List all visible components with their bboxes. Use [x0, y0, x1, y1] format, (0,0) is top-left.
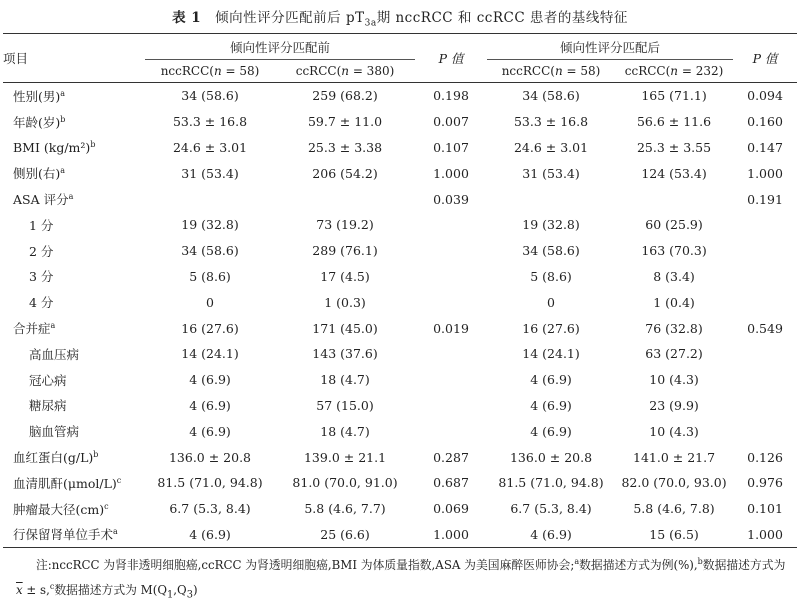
cell-cc-before: 17 (4.5): [320, 268, 370, 284]
header-ncc-before: nccRCC(n = 58): [160, 64, 260, 78]
cell-ncc-after: 4 (6.9): [530, 397, 572, 413]
cell-ncc-before: 4 (6.9): [189, 526, 231, 542]
cell-cc-after: 23 (9.9): [649, 397, 699, 413]
table-row: [3, 315, 797, 341]
row-label: 行保留肾单位手术$^a$: [13, 527, 118, 543]
cell-p-after: 1.000: [747, 526, 783, 542]
cell-cc-after: 8 (3.4): [653, 268, 695, 284]
cell-ncc-after: 136.0 ± 20.8: [509, 449, 593, 465]
cell-cc-after: 124 (53.4): [641, 165, 707, 181]
cell-cc-before: 18 (4.7): [320, 423, 370, 439]
cell-ncc-after: 14 (24.1): [522, 346, 580, 362]
header-p-value-after: P 值: [752, 51, 778, 66]
caption-text-before: 倾向性评分匹配前后 pT: [215, 10, 365, 26]
header-cc-before: ccRCC(n = 380): [295, 64, 395, 78]
table-row: [3, 264, 797, 290]
cell-p-after: 0.101: [747, 501, 783, 517]
row-label: BMI $(kg/m^2)^b$: [13, 139, 96, 156]
cell-p-before: 0.107: [433, 139, 469, 155]
row-label: 血清肌酐$(\mu mol/L)^c$: [13, 475, 122, 491]
cell-p-before: [415, 418, 487, 444]
row-label: 合并症$^a$: [13, 320, 56, 337]
cell-cc-after: [615, 186, 733, 212]
cell-p-after: 0.549: [747, 320, 783, 336]
row-label: 侧别(右)$^a$: [13, 166, 66, 182]
cell-cc-after: 82.0 (70.0, 93.0): [621, 475, 727, 491]
cell-ncc-after: [487, 186, 615, 212]
cell-ncc-after: 4 (6.9): [530, 423, 572, 439]
cell-cc-after: 25.3 ± 3.55: [636, 139, 712, 155]
cell-p-after: 0.126: [747, 449, 783, 465]
cell-ncc-after: 0: [547, 294, 555, 310]
cell-cc-after: 141.0 ± 21.7: [633, 449, 716, 465]
header-p-value-before: P 值: [438, 51, 464, 66]
cell-p-after: [733, 393, 797, 419]
cell-p-after: [733, 212, 797, 238]
cell-cc-before: 5.8 (4.6, 7.7): [304, 501, 386, 517]
cell-cc-before: 73 (19.2): [316, 217, 374, 233]
cell-p-before: 0.198: [433, 88, 469, 104]
cell-cc-before: 206 (54.2): [312, 165, 378, 181]
cell-ncc-after: 53.3 ± 16.8: [513, 114, 589, 130]
header-cc-after: ccRCC(n = 232): [624, 64, 724, 78]
cell-ncc-after: 81.5 (71.0, 94.8): [498, 475, 604, 491]
row-label: 脑血管病: [29, 424, 80, 440]
cell-p-after: 1.000: [747, 165, 783, 181]
table-row: [3, 160, 797, 186]
cell-cc-before: 81.0 (70.0, 91.0): [292, 475, 398, 491]
cell-ncc-before: 4 (6.9): [189, 423, 231, 439]
cell-ncc-after: 24.6 ± 3.01: [513, 139, 589, 155]
cell-cc-after: 165 (71.1): [641, 88, 707, 104]
cell-ncc-before: 6.7 (5.3, 8.4): [169, 501, 251, 517]
cell-ncc-before: 34 (58.6): [181, 243, 239, 259]
row-label: 性别(男)$^a$: [13, 88, 66, 104]
table-row: [3, 83, 797, 109]
cell-p-before: [415, 289, 487, 315]
cell-cc-before: 289 (76.1): [312, 243, 378, 259]
cell-ncc-after: 5 (8.6): [530, 268, 572, 284]
cell-cc-after: 5.8 (4.6, 7.8): [633, 501, 715, 517]
cell-ncc-before: 4 (6.9): [189, 397, 231, 413]
cell-ncc-after: 34 (58.6): [522, 88, 580, 104]
cell-ncc-before: 31 (53.4): [181, 165, 239, 181]
table-row: [3, 238, 797, 264]
cell-ncc-before: 81.5 (71.0, 94.8): [157, 475, 263, 491]
cell-cc-before: 143 (37.6): [312, 346, 378, 362]
cell-ncc-before: 53.3 ± 16.8: [172, 114, 248, 130]
cell-cc-before: 18 (4.7): [320, 372, 370, 388]
cell-cc-before: 259 (68.2): [312, 88, 378, 104]
cell-cc-before: 57 (15.0): [316, 397, 374, 413]
table-row: [3, 418, 797, 444]
cell-ncc-before: 24.6 ± 3.01: [172, 139, 248, 155]
row-label: 1 分: [29, 217, 54, 233]
header-group-after: 倾向性评分匹配后: [487, 34, 733, 60]
table-row: [3, 289, 797, 315]
cell-p-after: 0.147: [747, 139, 783, 155]
cell-ncc-after: 4 (6.9): [530, 526, 572, 542]
cell-p-before: 1.000: [433, 165, 469, 181]
cell-cc-after: 56.6 ± 11.6: [636, 114, 712, 130]
cell-ncc-before: 5 (8.6): [189, 268, 231, 284]
row-label: 2 分: [29, 243, 54, 259]
cell-ncc-after: 6.7 (5.3, 8.4): [510, 501, 592, 517]
cell-p-before: 0.039: [433, 191, 469, 207]
cell-ncc-before: 16 (27.6): [181, 320, 239, 336]
table-row: [3, 522, 797, 548]
caption-text-after: 期 nccRCC 和 ccRCC 患者的基线特征: [376, 10, 628, 26]
table-caption: [0, 6, 800, 29]
header-item: 项目: [3, 51, 29, 66]
cell-ncc-before: 19 (32.8): [181, 217, 239, 233]
cell-ncc-after: 34 (58.6): [522, 243, 580, 259]
cell-ncc-before: 4 (6.9): [189, 372, 231, 388]
cell-p-after: [733, 264, 797, 290]
cell-cc-before: 25 (6.6): [320, 526, 370, 542]
row-label: ASA 评分$^a$: [13, 191, 74, 208]
row-label: 年龄(岁)$^b$: [13, 114, 66, 130]
cell-p-after: [733, 238, 797, 264]
table-row: [3, 496, 797, 522]
cell-p-after: 0.976: [747, 475, 783, 491]
cell-cc-before: 171 (45.0): [312, 320, 378, 336]
cell-p-before: [415, 341, 487, 367]
cell-cc-after: 10 (4.3): [649, 423, 699, 439]
row-label: 血红蛋白$(g/L)^b$: [13, 449, 99, 466]
cell-cc-after: 10 (4.3): [649, 372, 699, 388]
row-label: 4 分: [29, 295, 54, 311]
cell-p-before: 0.007: [433, 114, 469, 130]
table-row: [3, 470, 797, 496]
row-label: 高血压病: [29, 346, 80, 362]
cell-p-after: [733, 367, 797, 393]
cell-cc-after: 15 (6.5): [649, 526, 699, 542]
cell-ncc-before: 34 (58.6): [181, 88, 239, 104]
row-label: 3 分: [29, 269, 54, 285]
cell-p-after: [733, 341, 797, 367]
table-body: [3, 83, 797, 548]
cell-p-before: 0.687: [433, 475, 469, 491]
cell-cc-before: 1 (0.3): [324, 294, 366, 310]
table-row: [3, 367, 797, 393]
table-row: [3, 135, 797, 161]
cell-cc-before: 59.7 ± 11.0: [307, 114, 383, 130]
table-number: 表 1: [172, 10, 202, 26]
cell-p-before: [415, 238, 487, 264]
cell-ncc-after: 19 (32.8): [522, 217, 580, 233]
cell-cc-before: [275, 186, 415, 212]
table-row: [3, 212, 797, 238]
header-ncc-after: nccRCC(n = 58): [501, 64, 601, 78]
cell-cc-after: 76 (32.8): [645, 320, 703, 336]
row-label: 肿瘤最大径(cm)$^c$: [13, 501, 109, 517]
cell-p-after: 0.191: [747, 191, 783, 207]
cell-p-before: [415, 264, 487, 290]
cell-p-after: [733, 418, 797, 444]
cell-ncc-after: 31 (53.4): [522, 165, 580, 181]
cell-p-before: 0.287: [433, 449, 469, 465]
cell-ncc-before: [145, 186, 275, 212]
cell-p-before: [415, 212, 487, 238]
cell-cc-before: 25.3 ± 3.38: [307, 139, 383, 155]
cell-cc-after: 1 (0.4): [653, 294, 695, 310]
cell-p-before: [415, 393, 487, 419]
cell-p-after: 0.094: [747, 88, 783, 104]
table-row: [3, 444, 797, 470]
cell-cc-before: 139.0 ± 21.1: [303, 449, 387, 465]
cell-cc-after: 63 (27.2): [645, 346, 703, 362]
table-row: [3, 341, 797, 367]
cell-ncc-before: 136.0 ± 20.8: [168, 449, 252, 465]
row-label: 糖尿病: [29, 398, 67, 414]
table-footnote: 注:nccRCC 为肾非透明细胞癌,ccRCC 为肾透明细胞癌,BMI 为体质量指数,ASA 为美国麻醉医师协会;$^a$数据描述方式为例(%),$^b$数据描述方式为 $\overline{x} \pm s,^c$数据描述方式为 $M(Q_1,Q_3)$: [16, 557, 786, 601]
cell-cc-after: 60 (25.9): [645, 217, 703, 233]
cell-ncc-after: 16 (27.6): [522, 320, 580, 336]
cell-p-before: [415, 367, 487, 393]
cell-p-after: [733, 289, 797, 315]
table-row: [3, 186, 797, 212]
cell-p-before: 1.000: [433, 526, 469, 542]
header-group-before: 倾向性评分匹配前: [145, 34, 415, 60]
caption-subscript: 3a: [364, 18, 377, 29]
cell-p-after: 0.160: [747, 114, 783, 130]
cell-ncc-before: 0: [206, 294, 214, 310]
row-label: 冠心病: [29, 372, 67, 388]
cell-cc-after: 163 (70.3): [641, 243, 707, 259]
baseline-table: [3, 33, 797, 548]
cell-p-before: 0.019: [433, 320, 469, 336]
cell-ncc-before: 14 (24.1): [181, 346, 239, 362]
table-row: [3, 109, 797, 135]
cell-ncc-after: 4 (6.9): [530, 372, 572, 388]
table-row: [3, 393, 797, 419]
cell-p-before: 0.069: [433, 501, 469, 517]
